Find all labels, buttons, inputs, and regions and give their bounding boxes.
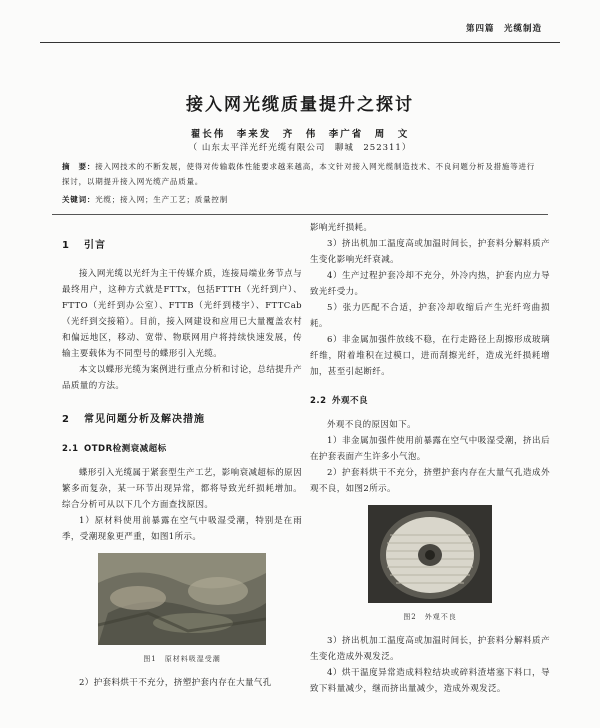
right-column (310, 220, 550, 697)
section-2-1-heading (62, 441, 302, 457)
abstract (62, 159, 538, 189)
appearance-item-4: 4）烘干温度异常造成料粒结块或碎料渣堵塞下料口，导致下料量减少，继而挤出量减少，造成外观发泛。 (310, 668, 550, 694)
figure-2-caption: 图2 外观不良 (403, 613, 457, 621)
section-1-number: 1 (62, 240, 70, 251)
running-head: 第四篇 光缆制造 (465, 24, 542, 34)
otdr-item-6: 6）非金属加强件放线不稳，在行走路径上刮擦形成玻璃纤维，附着堆积在过模口，进而刮擦光纤，造成光纤损耗增加，甚至引起断纤。 (310, 335, 550, 377)
section-2-2-title: 外观不良 (332, 396, 369, 406)
section-2-title: 常见问题分析及解决措施 (84, 414, 205, 425)
otdr-item-2: 2）护套料烘干不充分，挤塑护套内存在大量气孔 (79, 678, 272, 688)
section-2-1-title: OTDR检测衰减超标 (84, 444, 167, 454)
section-2-heading (62, 412, 302, 428)
left-column (62, 220, 302, 691)
section-divider (52, 214, 548, 215)
continued-text: 影响光纤损耗。 (310, 223, 373, 233)
keywords-text: 光缆；接入网；生产工艺；质量控制 (95, 195, 229, 204)
section-2-number: 2 (62, 414, 70, 425)
otdr-item-1: 1）原材料使用前暴露在空气中吸湿受潮，特别是在雨季，受潮现象更严重，如图1所示。 (62, 516, 302, 542)
section-1-title: 引言 (84, 240, 106, 251)
damp-material-photo (98, 553, 266, 645)
appearance-item-1: 1）非金属加强件使用前暴露在空气中吸湿受潮，挤出后在护套表面产生许多小气泡。 (310, 436, 550, 462)
otdr-item-3: 3）挤出机加工温度高或加温时间长，护套料分解料质产生变化影响光纤衰减。 (310, 239, 550, 265)
figure-2-image (368, 505, 492, 603)
paper-title: 接入网光缆质量提升之探讨 (186, 95, 414, 115)
keywords-label: 关键词： (62, 195, 96, 204)
figure-1-caption: 图1 原材料吸湿受潮 (143, 655, 221, 663)
appearance-item-3: 3）挤出机加工温度高或加温时间长，护套料分解料质产生变化造成外观发泛。 (310, 636, 550, 662)
authors: 翟长伟 李来发 齐 伟 李广省 周 文 (190, 129, 410, 140)
otdr-item-4: 4）生产过程护套冷却不充分，外冷内热，护套内应力导致光纤受力。 (310, 271, 550, 297)
abstract-text: 接入网技术的不断发展，使得对传输载体性能要求越来越高，本文针对接入网光缆制造技术、不良问题分析及措施等进行探讨，以期提升接入网光缆产品质量。 (62, 162, 536, 186)
otdr-paragraph: 蝶形引入光缆属于紧套型生产工艺，影响衰减超标的原因繁多而复杂，某一环节出现异常，都将导致光纤损耗增加。综合分析可从以下几个方面查找原因。 (62, 468, 302, 510)
section-2-1-number: 2.1 (62, 444, 79, 454)
section-2-2-heading (310, 393, 550, 409)
keywords (62, 192, 538, 207)
cable-reel-photo (368, 505, 492, 603)
affiliation: （ 山东太平洋光纤光缆有限公司 聊城 252311） (188, 143, 412, 153)
figure-1-image (98, 553, 266, 645)
appearance-intro: 外观不良的原因如下。 (327, 420, 417, 430)
intro-paragraph-1: 接入网光缆以光纤为主干传媒介质，连接局端业务节点与最终用户，这种方式就是FTTx，包括FTTH（光纤到户）、FTTO（光纤到办公室）、FTTB（光纤到楼宇）、FTTCab（光纤到交接箱）。目前，接入网建设和应用已大量覆盖农村和偏远地区，移动、宽带、物联网用户将持续快速发展，传输主要载体为不同型号的蝶形引入光缆。 (62, 269, 302, 359)
section-2-2-number: 2.2 (310, 396, 327, 406)
section-1-heading (62, 238, 302, 254)
appearance-item-2: 2）护套料烘干不充分，挤塑护套内存在大量气孔造成外观不良，如图2所示。 (310, 468, 550, 494)
intro-paragraph-2: 本文以蝶形光缆为案例进行重点分析和讨论，总结提升产品质量的方法。 (62, 365, 302, 391)
abstract-label: 摘 要： (62, 162, 96, 171)
header-rule (40, 42, 560, 43)
otdr-item-5: 5）张力匹配不合适，护套冷却收缩后产生光纤弯曲损耗。 (310, 303, 550, 329)
